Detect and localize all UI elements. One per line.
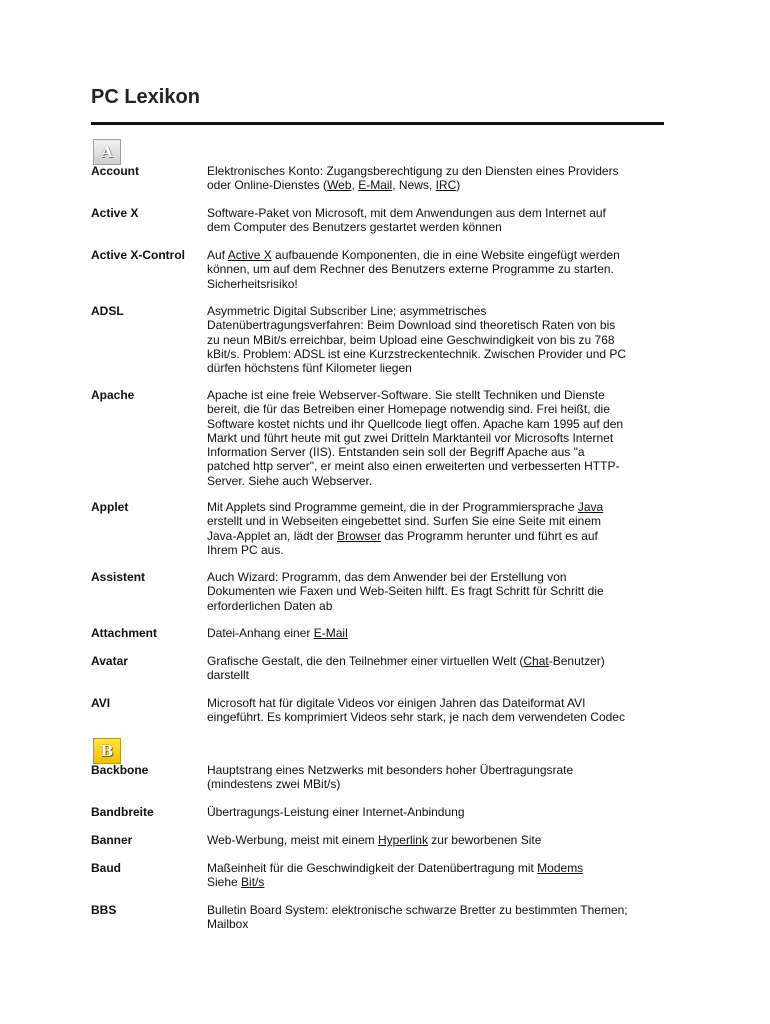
definition-link[interactable]: E-Mail xyxy=(358,178,393,193)
glossary-term: Apache xyxy=(91,388,135,402)
definition-text: dem Computer des Benutzers gestartet werden können xyxy=(207,220,502,235)
glossary-term: Active X xyxy=(91,206,139,220)
definition-link[interactable]: E-Mail xyxy=(313,626,348,640)
definition-text: Mailbox xyxy=(207,917,249,932)
definition-line xyxy=(207,417,667,431)
glossary-term: Assistent xyxy=(91,570,146,584)
definition-link[interactable]: Browser xyxy=(337,528,382,543)
glossary-term: ADSL xyxy=(91,304,124,318)
definition-line xyxy=(207,875,667,889)
definition-line xyxy=(207,654,667,668)
definition-line xyxy=(207,903,667,917)
glossary-term: AVI xyxy=(91,696,111,710)
definition-line xyxy=(207,206,667,220)
glossary-definition xyxy=(207,763,667,792)
definition-line xyxy=(207,318,667,332)
definition-line xyxy=(207,777,667,791)
definition-line xyxy=(207,347,667,361)
glossary-term: Banner xyxy=(91,833,133,847)
definition-text: erstellt und in Webseiten eingebettet sind. Surfen Sie eine Seite mit einem xyxy=(207,514,602,529)
glossary-definition xyxy=(207,626,667,640)
definition-text: Asymmetric Digital Subscriber Line; asymmetrisches xyxy=(207,304,487,318)
glossary-term: Attachment xyxy=(91,626,158,640)
definition-text: Hauptstrang eines Netzwerks mit besonders hoher Übertragungsrate xyxy=(207,763,574,777)
definition-line xyxy=(207,459,667,473)
definition-text: , News, xyxy=(392,178,436,193)
page-title: PC Lexikon xyxy=(91,86,200,108)
definition-link[interactable]: Active X xyxy=(227,248,272,262)
definition-text: Apache ist eine freie Webserver-Software. Sie stellt Techniken und Dienste xyxy=(207,388,605,402)
definition-line xyxy=(207,543,667,557)
glossary-term: BBS xyxy=(91,903,117,917)
definition-line xyxy=(207,763,667,777)
definition-text: zu neun MBit/s erreichbar, beim Upload eine Geschwindigkeit von bis zu 768 xyxy=(207,332,615,347)
definition-link[interactable]: Web xyxy=(327,178,352,193)
definition-text: Übertragungs-Leistung einer Internet-Anbindung xyxy=(207,805,465,819)
definition-line xyxy=(207,710,667,724)
definition-text: darstellt xyxy=(207,668,250,683)
definition-line xyxy=(207,333,667,347)
definition-line xyxy=(207,500,667,514)
definition-line xyxy=(207,626,667,640)
definition-line xyxy=(207,474,667,488)
glossary-definition xyxy=(207,903,667,932)
definition-text: Sicherheitsrisiko! xyxy=(207,276,298,291)
glossary-definition xyxy=(207,861,667,890)
glossary-term: Active X-Control xyxy=(91,248,186,262)
definition-text: Server. Siehe auch Webserver. xyxy=(207,473,373,488)
definition-line xyxy=(207,262,667,276)
glossary-definition xyxy=(207,304,667,375)
definition-text: Software kostet nichts und ihr Quellcode liegt offen. Apache kam 1995 auf den xyxy=(207,416,624,431)
definition-text: Dokumenten wie Faxen und Web-Seiten hilft. Es fragt Schritt für Schritt die xyxy=(207,584,604,599)
definition-text: Web-Werbung, meist mit einem xyxy=(207,833,378,847)
definition-line xyxy=(207,402,667,416)
definition-line xyxy=(207,164,667,178)
glossary-term: Backbone xyxy=(91,763,149,777)
definition-text: Auf xyxy=(207,248,228,262)
definition-text: zur beworbenen Site xyxy=(427,833,542,847)
glossary-definition xyxy=(207,388,667,488)
definition-text: Grafische Gestalt, die den Teilnehmer einer virtuellen Welt ( xyxy=(207,654,524,668)
definition-text: können, um auf dem Rechner des Benutzers externe Programme zu starten. xyxy=(207,262,614,277)
definition-line xyxy=(207,431,667,445)
definition-line xyxy=(207,696,667,710)
glossary-term: Applet xyxy=(91,500,129,514)
definition-link[interactable]: Java xyxy=(577,500,604,514)
definition-line xyxy=(207,220,667,234)
definition-text: Software-Paket von Microsoft, mit dem Anwendungen aus dem Internet auf xyxy=(207,206,606,220)
definition-text: oder Online-Dienstes ( xyxy=(207,178,328,193)
definition-line xyxy=(207,805,667,819)
definition-text: Information Server (IIS). Entstanden sein soll der Begriff Apache aus "a xyxy=(207,445,585,460)
definition-line xyxy=(207,248,667,262)
definition-text: eingeführt. Es komprimiert Videos sehr stark, je nach dem verwendeten Codec xyxy=(207,710,625,725)
definition-text: dürfen höchstens fünf Kilometer liegen xyxy=(207,361,412,376)
definition-text: Mit Applets sind Programme gemeint, die in der Programmiersprache xyxy=(207,500,578,514)
definition-text: Java-Applet an, lädt der xyxy=(207,528,338,543)
definition-link[interactable]: Chat xyxy=(523,654,549,668)
glossary-term: Avatar xyxy=(91,654,128,668)
definition-text: Datei-Anhang einer xyxy=(207,626,314,640)
glossary-definition xyxy=(207,164,667,193)
glossary-definition xyxy=(207,570,667,613)
letter-a-icon: A xyxy=(93,139,121,165)
definition-link[interactable]: Hyperlink xyxy=(377,833,428,847)
definition-text: Maßeinheit für die Geschwindigkeit der Datenübertragung mit xyxy=(207,861,538,875)
definition-text: Bulletin Board System: elektronische schwarze Bretter zu bestimmten Themen; xyxy=(207,903,628,917)
definition-text: Markt und führt heute mit gut zwei Dritteln Marktanteil vor Microsofts Internet xyxy=(207,430,614,445)
definition-text: Ihrem PC aus. xyxy=(207,542,284,557)
glossary-term: Bandbreite xyxy=(91,805,154,819)
definition-line xyxy=(207,599,667,613)
definition-text: Datenübertragungsverfahren: Beim Download sind theoretisch Raten von bis xyxy=(207,318,616,333)
title-divider xyxy=(91,122,664,125)
definition-text: erforderlichen Daten ab xyxy=(207,598,333,613)
definition-line xyxy=(207,361,667,375)
definition-line xyxy=(207,584,667,598)
definition-line xyxy=(207,178,667,192)
definition-text: -Benutzer) xyxy=(548,654,605,668)
definition-line xyxy=(207,570,667,584)
definition-text: ) xyxy=(456,178,461,193)
definition-link[interactable]: IRC xyxy=(435,178,457,193)
definition-line xyxy=(207,833,667,847)
definition-text: Elektronisches Konto: Zugangsberechtigung zu den Diensten eines Providers xyxy=(207,164,619,178)
glossary-definition xyxy=(207,206,667,235)
glossary-definition xyxy=(207,248,667,291)
glossary-definition xyxy=(207,696,667,725)
glossary-term: Account xyxy=(91,164,139,178)
definition-line xyxy=(207,668,667,682)
definition-text: kBit/s. Problem: ADSL ist eine Kurzstreckentechnik. Zwischen Provider und PC xyxy=(207,346,627,361)
definition-text: aufbauende Komponenten, die in eine Website eingefügt werden xyxy=(271,248,620,262)
definition-text: Microsoft hat für digitale Videos vor einigen Jahren das Dateiformat AVI xyxy=(207,696,586,710)
definition-line xyxy=(207,861,667,875)
definition-line xyxy=(207,304,667,318)
definition-link[interactable]: Bit/s xyxy=(241,875,265,890)
definition-text: Auch Wizard: Programm, das dem Anwender bei der Erstellung von xyxy=(207,570,567,584)
glossary-definition xyxy=(207,833,667,847)
glossary-definition xyxy=(207,654,667,683)
definition-line xyxy=(207,917,667,931)
definition-line xyxy=(207,277,667,291)
definition-line xyxy=(207,388,667,402)
definition-link[interactable]: Modems xyxy=(537,861,584,875)
glossary-definition xyxy=(207,500,667,557)
glossary-term: Baud xyxy=(91,861,121,875)
definition-text: (mindestens zwei MBit/s) xyxy=(207,777,341,792)
glossary-definition xyxy=(207,805,667,819)
definition-text: das Programm herunter und führt es auf xyxy=(381,528,598,543)
definition-text: Siehe xyxy=(207,875,242,890)
definition-text: patched http server", er meint also einen erweiterten und verbesserten HTTP- xyxy=(207,459,620,474)
definition-line xyxy=(207,514,667,528)
letter-b-icon: B xyxy=(93,738,121,764)
definition-text: , xyxy=(351,178,359,193)
definition-text: bereit, die für das Betreiben einer Homepage notwendig sind. Frei heißt, die xyxy=(207,402,610,417)
definition-line xyxy=(207,445,667,459)
definition-line xyxy=(207,529,667,543)
